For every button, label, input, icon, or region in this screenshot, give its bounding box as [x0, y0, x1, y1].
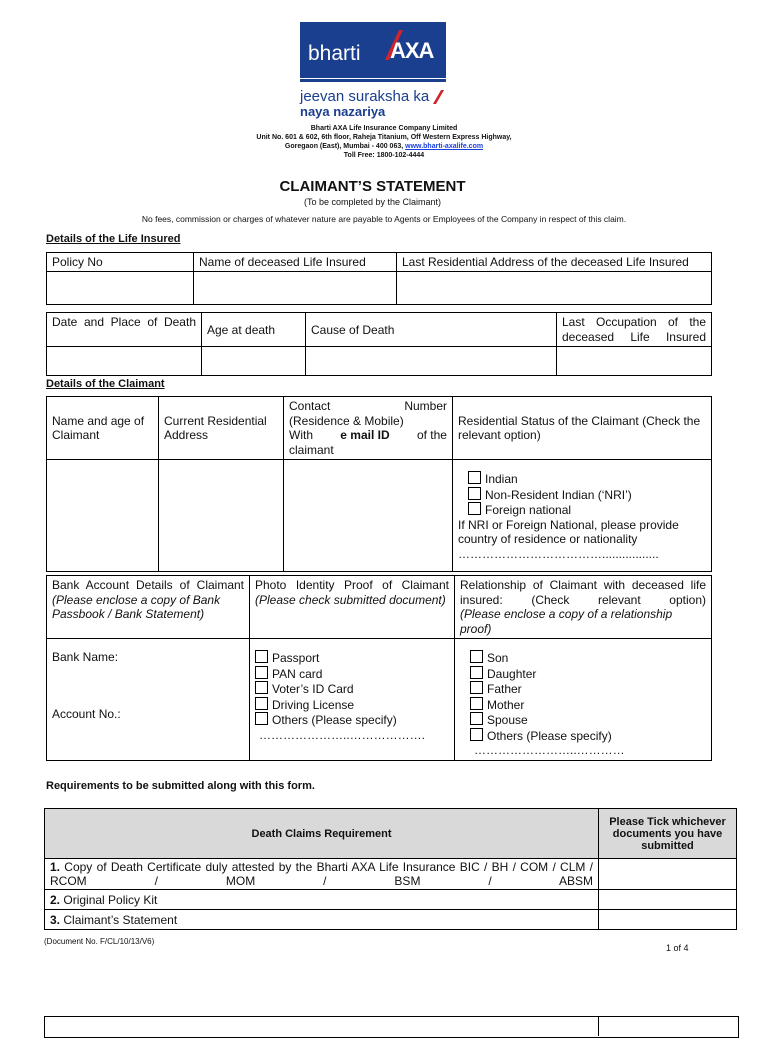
- address-line-2-text: Goregaon (East), Mumbai - 400 063,: [284, 143, 404, 150]
- claimant-name-header: Name and age of Claimant: [47, 397, 159, 460]
- checkbox[interactable]: [470, 650, 483, 663]
- photo-option-driving[interactable]: Driving License: [255, 697, 449, 713]
- photo-option-pan[interactable]: PAN card: [255, 666, 449, 682]
- photo-id-header: Photo Identity Proof of Claimant (Please check submitted document): [250, 576, 455, 639]
- checkbox[interactable]: [255, 712, 268, 725]
- requirement-tick-3[interactable]: [599, 910, 737, 930]
- claimant-details-table: [46, 575, 712, 761]
- checkbox[interactable]: [255, 681, 268, 694]
- photo-option-passport[interactable]: Passport: [255, 650, 449, 666]
- bank-header: Bank Account Details of Claimant (Please enclose a copy of Bank Passbook / Bank Statement): [47, 576, 250, 639]
- checkbox[interactable]: [470, 681, 483, 694]
- last-occupation-header: Last Occupation of the deceased Life Insured: [557, 313, 712, 347]
- date-place-death-header: Date and Place of Death: [47, 313, 202, 347]
- date-place-death-field[interactable]: [47, 347, 202, 376]
- rel-option-others[interactable]: Others (Please specify): [460, 728, 706, 744]
- checkbox[interactable]: [255, 697, 268, 710]
- photo-option-voter[interactable]: Voter’s ID Card: [255, 681, 449, 697]
- checkbox[interactable]: [468, 487, 481, 500]
- document-number: (Document No. F/CL/10/13/V6): [44, 937, 155, 946]
- toll-free: Toll Free: 1800-102-4444: [343, 152, 425, 159]
- deceased-address-field[interactable]: [397, 272, 712, 305]
- deceased-name-header: Name of deceased Life Insured: [194, 253, 397, 272]
- rel-option-mother[interactable]: Mother: [460, 697, 706, 713]
- claimant-table: [46, 396, 712, 572]
- checkbox[interactable]: [468, 471, 481, 484]
- age-at-death-header: Age at death: [202, 313, 306, 347]
- claimant-heading: Details of the Claimant: [46, 378, 165, 390]
- logo-bharti-text: bharti: [308, 42, 361, 65]
- cause-of-death-header: Cause of Death: [306, 313, 557, 347]
- next-page-table-divider: [598, 1016, 599, 1036]
- status-note: If NRI or Foreign National, please provide country of residence or nationality: [458, 517, 679, 546]
- fees-note: No fees, commission or charges of whatever nature are payable to Agents or Employees of the Company in respect of this claim.: [141, 214, 627, 224]
- status-dots[interactable]: ……………………………….................: [458, 546, 659, 561]
- requirement-row-1: 1. Copy of Death Certificate duly attested by the Bharti AXA Life Insurance BIC / BH / COM / CLM / RCOM / MOM / BSM / ABSM: [45, 859, 599, 890]
- status-option-indian[interactable]: Indian: [458, 471, 706, 487]
- claimant-name-field[interactable]: [47, 460, 159, 572]
- relationship-options: [455, 639, 712, 761]
- life-insured-table-2: [46, 312, 712, 376]
- requirement-row-2: 2. Original Policy Kit: [45, 890, 599, 910]
- claimant-address-header: Current Residential Address: [159, 397, 284, 460]
- residential-status-options: [453, 460, 712, 572]
- cause-of-death-field[interactable]: [306, 347, 557, 376]
- form-title: CLAIMANT’S STATEMENT: [279, 178, 466, 195]
- status-option-foreign[interactable]: Foreign national: [458, 502, 706, 518]
- website-link[interactable]: www.bharti-axalife.com: [405, 143, 484, 150]
- checkbox[interactable]: [470, 697, 483, 710]
- photo-option-others[interactable]: Others (Please specify): [255, 712, 449, 728]
- requirement-tick-2[interactable]: [599, 890, 737, 910]
- relationship-header: Relationship of Claimant with deceased life insured: (Check relevant option) (Please enclose a copy of a relationship proof): [455, 576, 712, 639]
- checkbox[interactable]: [255, 650, 268, 663]
- tick-column-header: Please Tick whichever documents you have submitted: [599, 809, 737, 859]
- rel-option-son[interactable]: Son: [460, 650, 706, 666]
- photo-others-dots[interactable]: …………………..……………….: [259, 727, 426, 742]
- life-insured-heading: Details of the Life Insured: [46, 233, 181, 245]
- bank-details-field[interactable]: [47, 639, 250, 761]
- checkbox[interactable]: [255, 666, 268, 679]
- residential-status-header: Residential Status of the Claimant (Check the relevant option): [453, 397, 712, 460]
- tagline-line-2: naya nazariya: [300, 104, 386, 119]
- checkbox[interactable]: [470, 666, 483, 679]
- logo-underline: [300, 79, 446, 82]
- claimant-contact-header: Contact Number (Residence & Mobile) With e mail ID of the claimant: [284, 397, 453, 460]
- rel-option-daughter[interactable]: Daughter: [460, 666, 706, 682]
- form-subtitle: (To be completed by the Claimant): [303, 197, 442, 207]
- rel-option-father[interactable]: Father: [460, 681, 706, 697]
- requirement-tick-1[interactable]: [599, 859, 737, 890]
- claimant-contact-field[interactable]: [284, 460, 453, 572]
- checkbox[interactable]: [470, 728, 483, 741]
- requirements-heading: Requirements to be submitted along with this form.: [46, 780, 315, 792]
- deceased-address-header: Last Residential Address of the deceased Life Insured: [397, 253, 712, 272]
- rel-option-spouse[interactable]: Spouse: [460, 712, 706, 728]
- tagline-line-1: jeevan suraksha ka: [300, 88, 430, 105]
- last-occupation-field[interactable]: [557, 347, 712, 376]
- rel-others-dots[interactable]: ……………………..…………: [474, 743, 625, 757]
- policy-no-header: Policy No: [47, 253, 194, 272]
- claimant-address-field[interactable]: [159, 460, 284, 572]
- deceased-name-field[interactable]: [194, 272, 397, 305]
- company-address-2: [0, 143, 768, 150]
- age-at-death-field[interactable]: [202, 347, 306, 376]
- policy-no-field[interactable]: [47, 272, 194, 305]
- logo-axa-text: AXA: [390, 38, 434, 63]
- company-name: Bharti AXA Life Insurance Company Limited: [310, 125, 458, 132]
- requirements-table: [44, 808, 737, 930]
- status-option-nri[interactable]: Non-Resident Indian (‘NRI’): [458, 487, 706, 503]
- checkbox[interactable]: [470, 712, 483, 725]
- next-page-table-edge: [44, 1016, 739, 1038]
- company-address-1: Unit No. 601 & 602, 6th floor, Raheja Titanium, Off Western Express Highway,: [256, 134, 512, 141]
- page-number: 1 of 4: [666, 943, 689, 953]
- requirement-row-3: 3. Claimant’s Statement: [45, 910, 599, 930]
- checkbox[interactable]: [468, 502, 481, 515]
- tagline-slash: [433, 90, 444, 104]
- photo-id-options: [250, 639, 455, 761]
- account-no-label: Account No.:: [52, 706, 121, 721]
- requirement-column-header: Death Claims Requirement: [45, 809, 599, 859]
- life-insured-table-1: [46, 252, 712, 305]
- bank-name-label: Bank Name:: [52, 650, 119, 664]
